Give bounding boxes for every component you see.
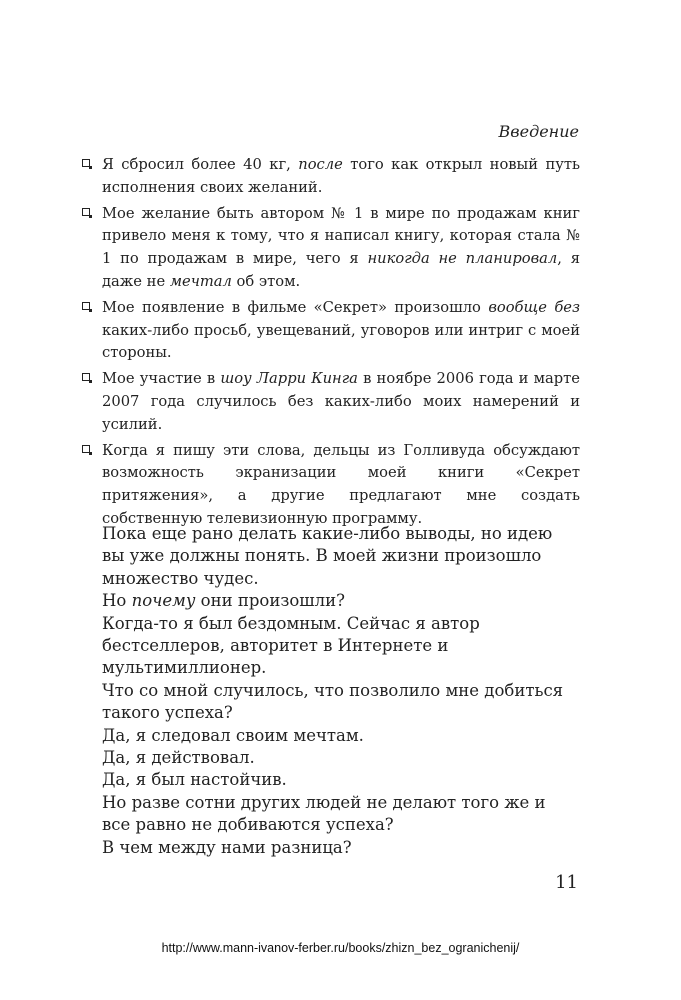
body-text xyxy=(102,523,578,859)
checkbox-bullet-icon xyxy=(82,302,90,310)
list-item: Мое появление в фильме «Секрет» произошло вообще без каких-либо просьб, увещеваний, уговоров или интриг с моей стороны. xyxy=(80,297,580,365)
checkbox-bullet-icon xyxy=(82,159,90,167)
paragraph: Когда-то я был бездомным. Сейчас я автор бестселлеров, авторитет в Интернете и мультимиллионер. xyxy=(102,613,480,678)
paragraph: Пока еще рано делать какие-либо выводы, но идею вы уже должны понять. В моей жизни произошло множество чудес. xyxy=(102,524,553,588)
source-url[interactable]: http://www.mann-ivanov-ferber.ru/books/zhizn_bez_ogranichenij/ xyxy=(161,941,520,955)
paragraph: Да, я действовал. xyxy=(102,748,255,768)
paragraph: Да, я был настойчив. xyxy=(102,770,287,790)
checkbox-bullet-icon xyxy=(82,445,90,453)
paragraph: Да, я следовал своим мечтам. xyxy=(102,725,364,745)
list-item: Когда я пишу эти слова, дельцы из Голливуда обсуждают возможность экранизации моей книги «Секрет притяжения», а другие предлагают мне создать собственную телевизионную программу. xyxy=(80,440,580,531)
paragraph: Что со мной случилось, что позволило мне добиться такого успеха? xyxy=(102,680,564,723)
list-item: Мое желание быть автором № 1 в мире по продажам книг привело меня к тому, что я написал книгу, которая стала № 1 по продажам в мире, чего я никогда не планировал, я даже не мечтал об этом. xyxy=(80,203,580,294)
checkbox-bullet-icon xyxy=(82,373,90,381)
page-number: 11 xyxy=(555,872,578,893)
paragraph: Но разве сотни других людей не делают того же и все равно не добиваются успеха? xyxy=(102,792,546,835)
paragraph: В чем между нами разница? xyxy=(102,837,352,857)
running-header: Введение xyxy=(498,122,579,141)
checkbox-bullet-icon xyxy=(82,208,90,216)
bullet-list xyxy=(80,154,580,534)
list-item: Я сбросил более 40 кг, после того как открыл новый путь исполнения своих желаний. xyxy=(80,154,580,200)
list-item: Мое участие в шоу Ларри Кинга в ноябре 2006 года и марте 2007 года случилось без каких-либо моих намерений и усилий. xyxy=(80,368,580,436)
paragraph: Но почему они произошли? xyxy=(102,591,345,611)
